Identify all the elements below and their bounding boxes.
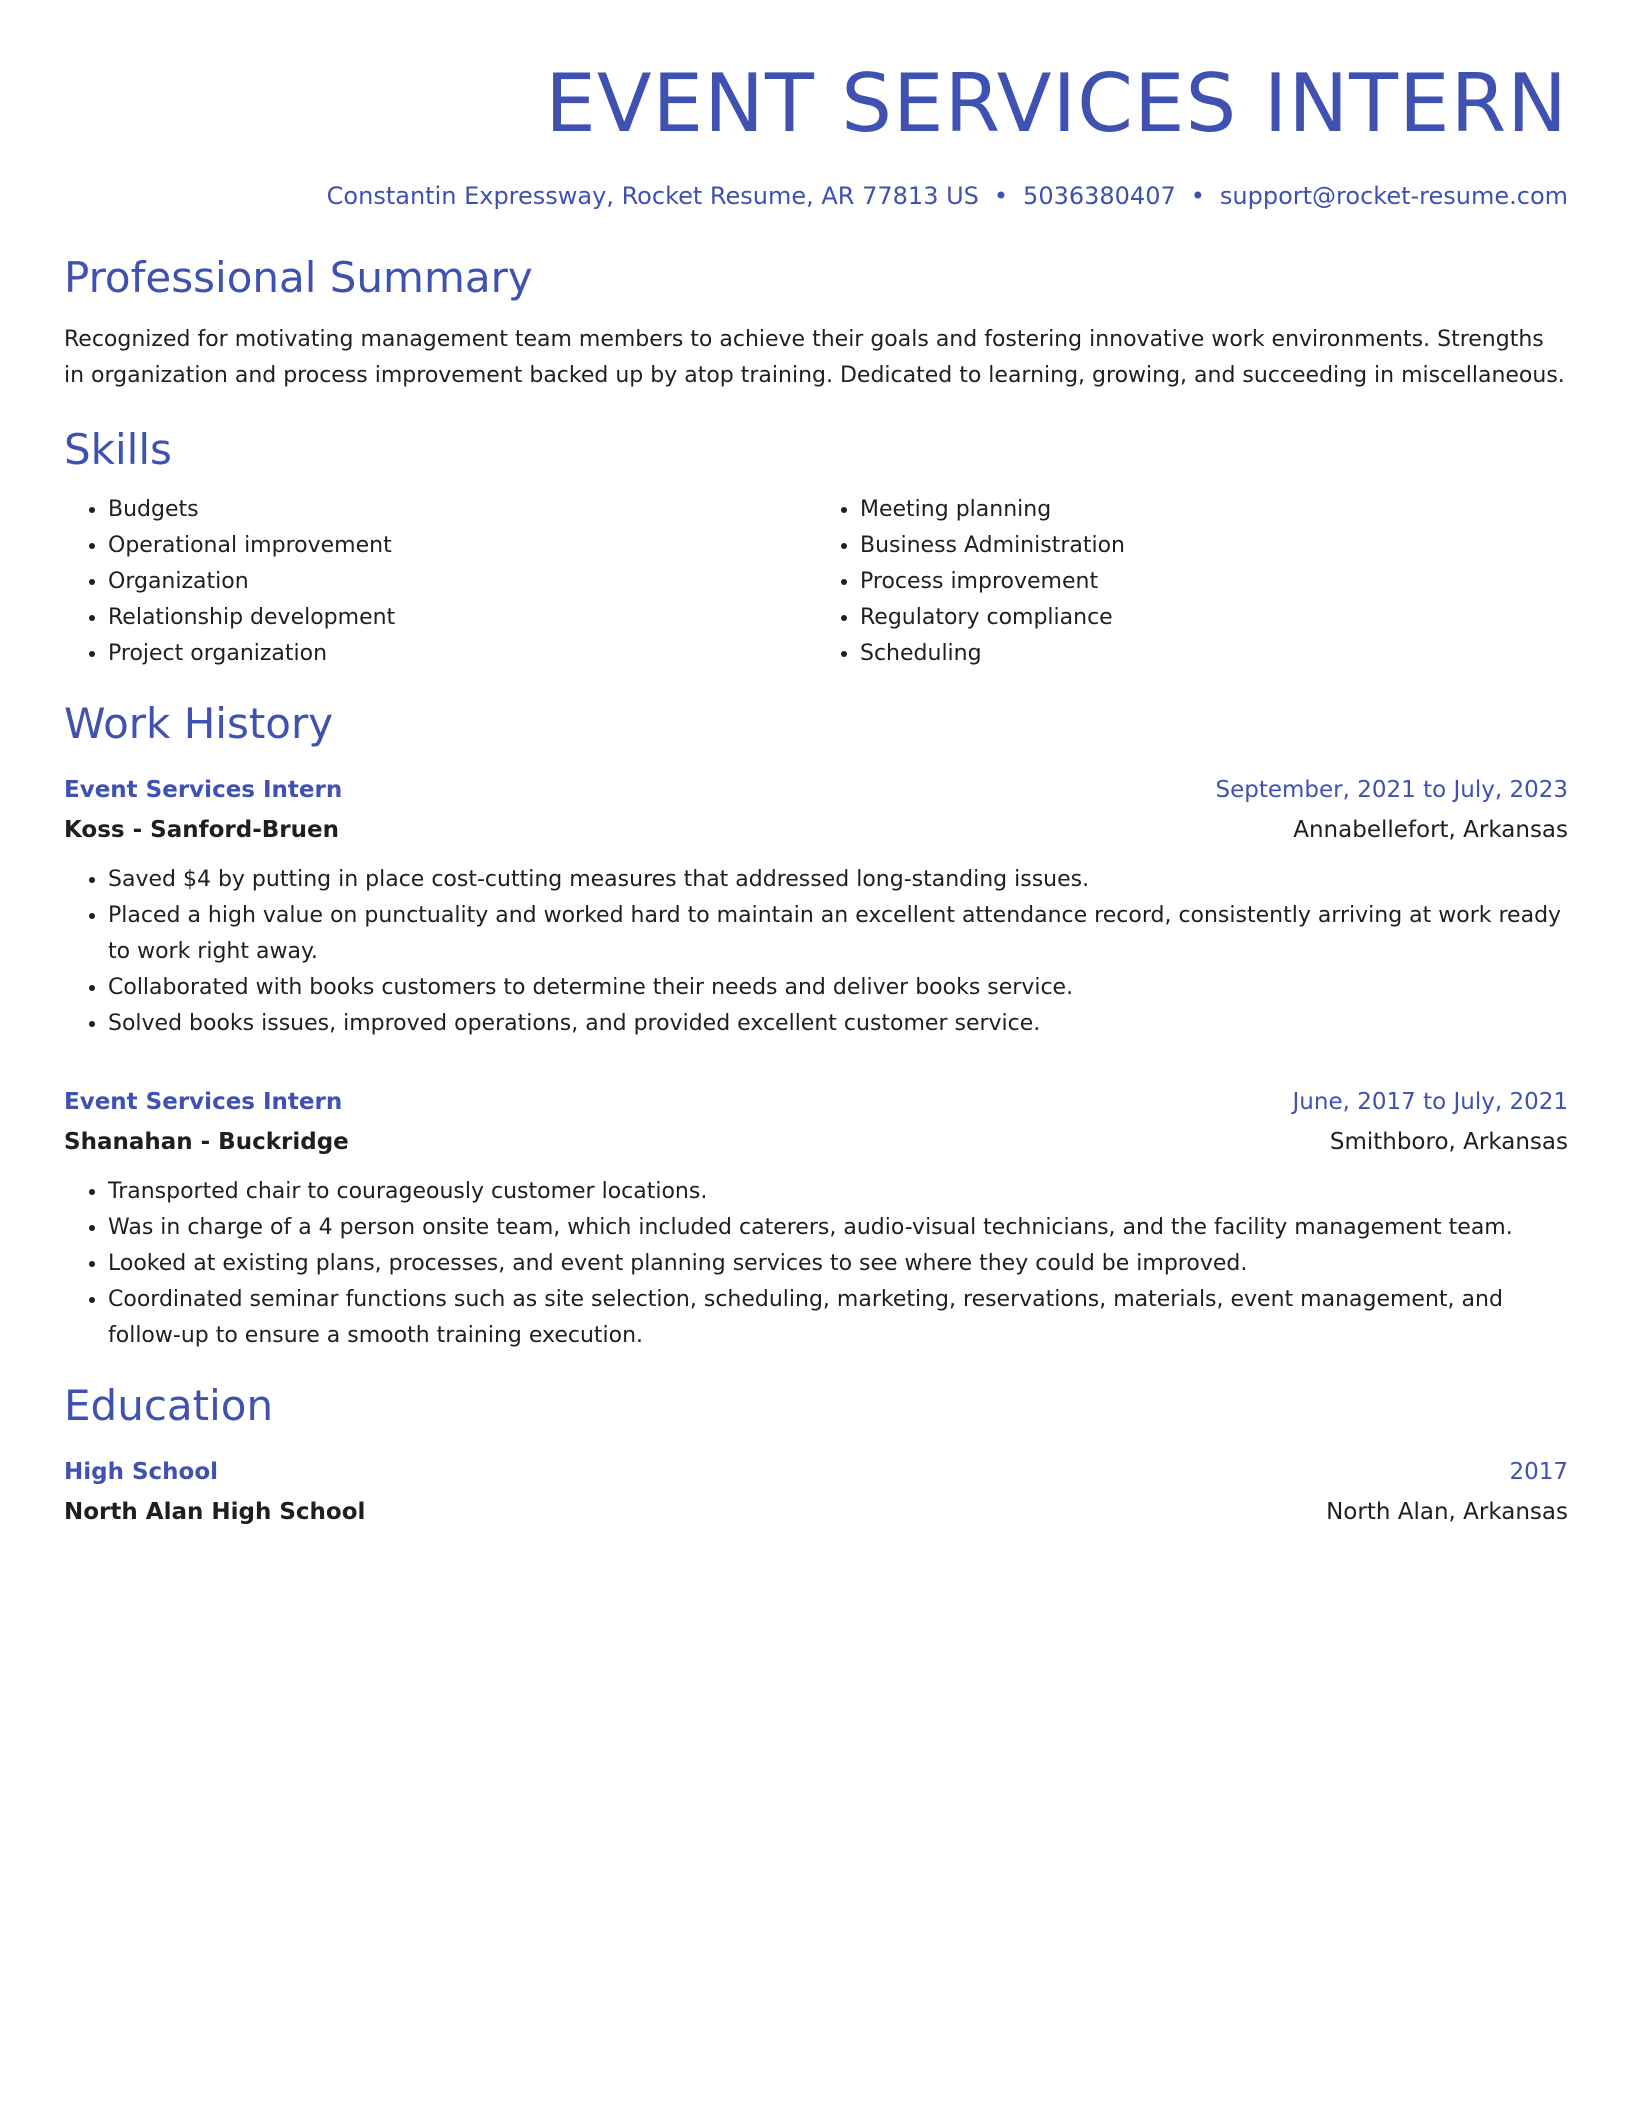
job-entry (64, 1082, 1568, 1354)
job-bullet: • Solved books issues, improved operations, and provided excellent customer service. (108, 1006, 1568, 1042)
job-company: Koss - Sanford-Bruen (64, 817, 340, 843)
job-company-row (64, 1122, 1568, 1162)
education-school: North Alan High School (64, 1499, 366, 1525)
skill-item: • Meeting planning (860, 492, 1568, 528)
education-location: North Alan, Arkansas (1326, 1499, 1568, 1525)
job-bullet: • Looked at existing plans, processes, and event planning services to see where they could be improved. (108, 1246, 1568, 1282)
job-bullets (64, 862, 1568, 1042)
job-location: Annabellefort, Arkansas (1293, 817, 1568, 843)
skill-item: • Project organization (108, 636, 816, 672)
job-bullet: • Was in charge of a 4 person onsite team, which included caterers, audio-visual technicians, and the facility management team. (108, 1210, 1568, 1246)
resume-page (64, 0, 1568, 1532)
skills-heading: Skills (64, 425, 172, 474)
skill-item: • Operational improvement (108, 528, 816, 564)
job-entry (64, 770, 1568, 1042)
skill-item: • Scheduling (860, 636, 1568, 672)
job-header-row (64, 1082, 1568, 1122)
contact-line (64, 180, 1568, 212)
education-school-row (64, 1492, 1568, 1532)
skill-item: • Budgets (108, 492, 816, 528)
skill-item: • Organization (108, 564, 816, 600)
skill-item: • Regulatory compliance (860, 600, 1568, 636)
job-bullets (64, 1174, 1568, 1354)
education-entry (64, 1452, 1568, 1532)
job-bullet: • Transported chair to courageously customer locations. (108, 1174, 1568, 1210)
contact-email: support@rocket-resume.com (1219, 182, 1568, 210)
job-role: Event Services Intern (64, 1089, 343, 1115)
job-dates: September, 2021 to July, 2023 (1215, 777, 1568, 803)
skills-list (64, 492, 1568, 672)
education-heading: Education (64, 1381, 274, 1430)
skill-item: • Relationship development (108, 600, 816, 636)
skill-item: • Business Administration (860, 528, 1568, 564)
skills-column-right (816, 492, 1568, 672)
contact-phone: 5036380407 (1023, 182, 1176, 210)
skills-column-left (64, 492, 816, 672)
work-history-heading: Work History (64, 699, 334, 748)
job-bullet: • Coordinated seminar functions such as site selection, scheduling, marketing, reservations, materials, event management, and follow-up to ensure a smooth training execution. (108, 1282, 1568, 1354)
job-bullet: • Saved $4 by putting in place cost-cutting measures that addressed long-standing issues. (108, 862, 1568, 898)
summary-text: Recognized for motivating management team members to achieve their goals and fostering innovative work environments. Strengths in organization and process improvement backed up by atop training. Dedicated to learning, growing, and succeeding in miscellaneous. (64, 327, 1565, 388)
education-year: 2017 (1509, 1459, 1568, 1485)
summary-heading: Professional Summary (64, 253, 533, 302)
job-location: Smithboro, Arkansas (1329, 1129, 1568, 1155)
job-dates: June, 2017 to July, 2021 (1292, 1089, 1568, 1115)
job-company: Shanahan - Buckridge (64, 1129, 349, 1155)
job-company-row (64, 810, 1568, 850)
job-role: Event Services Intern (64, 777, 343, 803)
job-bullet: • Placed a high value on punctuality and worked hard to maintain an excellent attendance record, consistently arriving at work ready to work right away. (108, 898, 1568, 970)
job-header-row (64, 770, 1568, 810)
resume-title: EVENT SERVICES INTERN (545, 57, 1568, 150)
education-header-row (64, 1452, 1568, 1492)
job-bullet: • Collaborated with books customers to determine their needs and deliver books service. (108, 970, 1568, 1006)
separator-dot: • (1190, 182, 1205, 210)
separator-dot: • (993, 182, 1009, 210)
skill-item: • Process improvement (860, 564, 1568, 600)
education-degree: High School (64, 1459, 219, 1485)
contact-address: Constantin Expressway, Rocket Resume, AR 77813 US (326, 182, 979, 210)
